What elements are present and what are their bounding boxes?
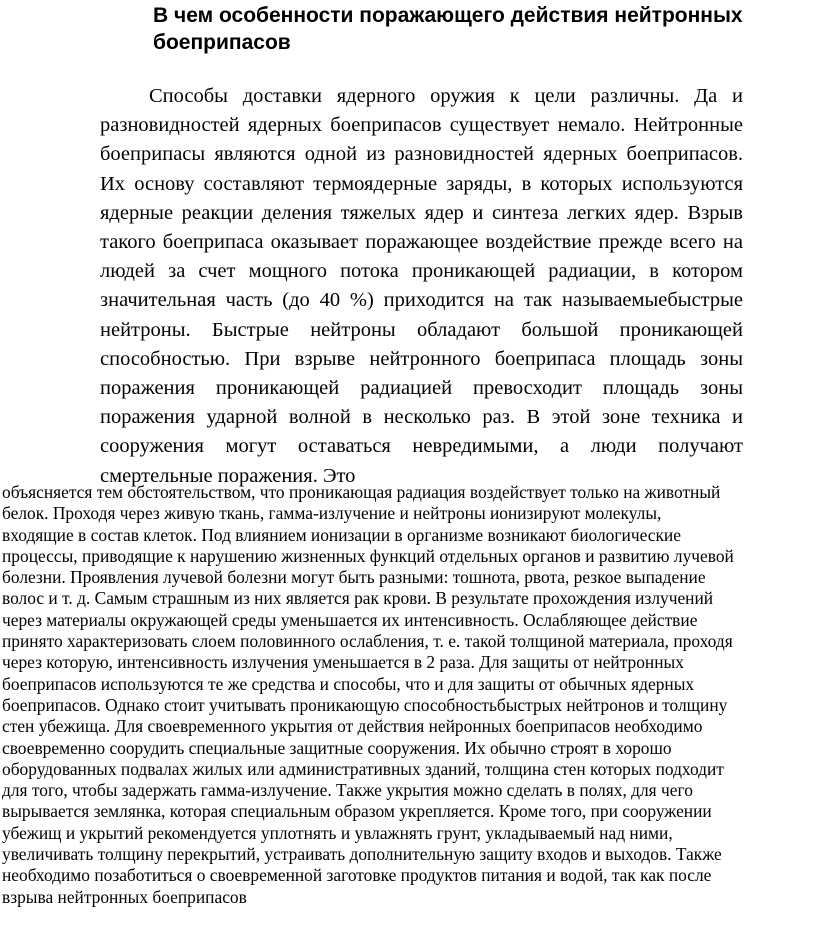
text-line: взрыва нейтронных боеприпасов — [2, 886, 247, 907]
text-line: болезни. Проявления лучевой болезни могут быть разными: тошнота, рвота, резкое выпадение — [2, 567, 706, 588]
text-line: процессы, приводящие к нарушению жизненных функций отдельных органов и развитию лучевой — [2, 545, 734, 566]
text-line: белок. Проходя через живую ткань, гамма-излучение и нейтроны ионизируют молекулы, — [2, 503, 662, 524]
text-line: принято характеризовать слоем половинного ослабления, т. е. такой толщиной материала, проходя — [2, 631, 733, 652]
text-line: своевременно соорудить специальные защитные сооружения. Их обычно строят в хорошо — [2, 737, 672, 758]
text-line: необходимо позаботиться о своевременной заготовке продуктов питания и водой, так как после — [2, 865, 712, 886]
text-line: вырывается землянка, которая специальным образом укрепляется. Кроме того, при сооружении — [2, 801, 712, 822]
text-line: убежищ и укрытий рекомендуется уплотнять и увлажнять грунт, укладываемый над ними, — [2, 822, 673, 843]
text-line: объясняется тем обстоятельством, что проникающая радиация воздействует только на животный — [2, 482, 721, 502]
text-line: через материалы окружающей среды уменьшается их интенсивность. Ослабляющее действие — [2, 609, 698, 630]
text-line: боеприпасов. Однако стоит учитывать проникающую способностьбыстрых нейтронов и толщину — [2, 694, 728, 715]
text-line: увеличивать толщину перекрытий, устраивать дополнительную защиту входов и выходов. Также — [2, 844, 722, 865]
text-line: волос и т. д. Самым страшным из них является рак крови. В результате прохождения излучений — [2, 588, 714, 609]
paragraph-intro: Способы доставки ядерного оружия к цели различны. Да и разновидностей ядерных боеприпасов существует немало. Нейтронные боеприпасы являются одной из разновидностей ядерных боеприпасов. Их основу составляют термоядерные заряды, в которых используются ядерные реакции деления тяжелых ядер и синтеза легких ядер. Взрыв такого боеприпаса оказывает поражающее воздействие прежде всего на людей за счет мощного потока проникающей радиации, в котором значительная часть (до 40 %) приходится на так называемыебыстрые нейтроны. Быстрые нейтроны обладают большой проникающей способностью. При взрыве нейтронного боеприпаса площадь зоны поражения проникающей радиацией превосходит площадь зоны поражения ударной волной в несколько раз. В этой зоне техника и сооружения могут оставаться невредимыми, а люди получают смертельные поражения. Это — [100, 85, 743, 487]
text-line: оборудованных подвалах жилых или административных зданий, толщина стен которых подходит — [2, 758, 724, 779]
document-title: В чем особенности поражающего действия нейтронных боеприпасов — [153, 4, 743, 54]
text-line: входящие в состав клеток. Под влиянием ионизации в организме возникают биологические — [2, 524, 681, 545]
text-line: для того, чтобы задержать гамма-излучение. Также укрытия можно сделать в полях, для чего — [2, 780, 693, 801]
text-line: стен убежища. Для своевременного укрытия от действия нейронных боеприпасов необходимо — [2, 716, 703, 737]
text-line: боеприпасов используются те же средства и способы, что и для защиты от обычных ядерных — [2, 673, 695, 694]
paragraph-continuation — [2, 482, 814, 908]
text-line: через которую, интенсивность излучения уменьшается в 2 раза. Для защиты от нейтронных — [2, 652, 684, 673]
